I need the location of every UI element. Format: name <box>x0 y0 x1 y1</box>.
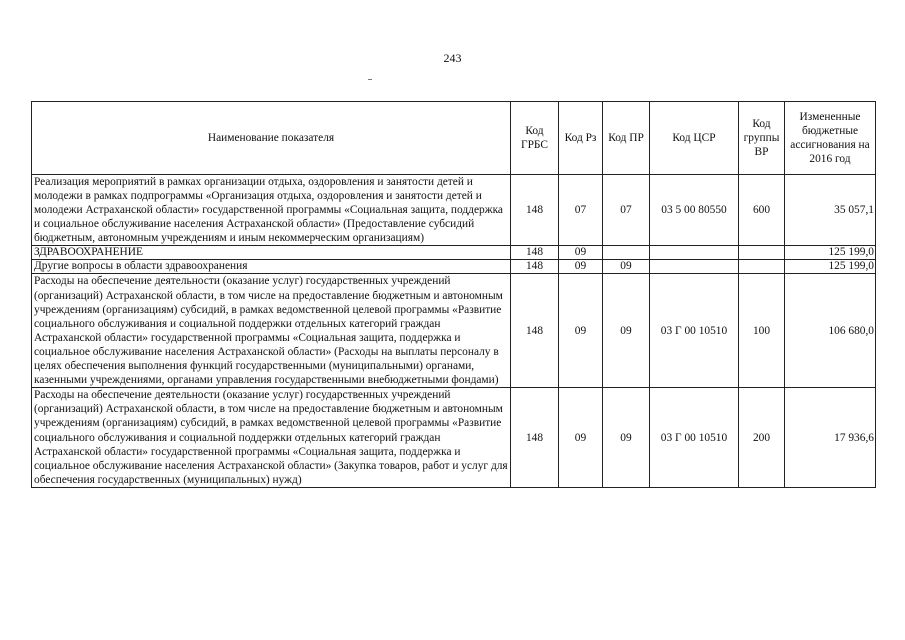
table-row-section <box>32 246 876 260</box>
header-pr: Код ПР <box>603 102 650 175</box>
row-vr <box>739 260 785 274</box>
row-name: Реализация мероприятий в рамках организации отдыха, оздоровления и занятости детей и молодежи в рамках подпрограммы «Организация отдыха, оздоровления и занятости детей и молодежи Астраханской области» государственной программы «Социальная защита, поддержка и социальное обслуживание населения Астраханской области» (Предоставление субсидий бюджетным, автономным учреждениям и иным некоммерческим организациям) <box>32 175 511 246</box>
table-row <box>32 274 876 388</box>
header-amount: Измененные бюджетные ассигнования на 2016 год <box>785 102 876 175</box>
row-pr: 09 <box>603 260 650 274</box>
row-name: Другие вопросы в области здравоохранения <box>32 260 511 274</box>
row-pr: 09 <box>603 388 650 488</box>
row-vr: 200 <box>739 388 785 488</box>
table-row <box>32 388 876 488</box>
row-vr: 600 <box>739 175 785 246</box>
table-header-row <box>32 102 876 175</box>
row-csr: 03 Г 00 10510 <box>650 388 739 488</box>
row-amount: 125 199,0 <box>785 246 876 260</box>
row-rz: 09 <box>559 388 603 488</box>
header-grbs: Код ГРБС <box>511 102 559 175</box>
row-csr: 03 5 00 80550 <box>650 175 739 246</box>
header-csr: Код ЦСР <box>650 102 739 175</box>
row-rz: 07 <box>559 175 603 246</box>
row-amount: 106 680,0 <box>785 274 876 388</box>
table-row-subsection <box>32 260 876 274</box>
row-grbs: 148 <box>511 388 559 488</box>
row-rz: 09 <box>559 246 603 260</box>
page-number: 243 <box>443 51 462 65</box>
header-rz: Код Рз <box>559 102 603 175</box>
row-csr <box>650 246 739 260</box>
row-amount: 17 936,6 <box>785 388 876 488</box>
row-vr <box>739 246 785 260</box>
row-csr <box>650 260 739 274</box>
row-grbs: 148 <box>511 260 559 274</box>
header-name: Наименование показателя <box>32 102 511 175</box>
row-grbs: 148 <box>511 274 559 388</box>
row-amount: 35 057,1 <box>785 175 876 246</box>
row-name: Расходы на обеспечение деятельности (оказание услуг) государственных учреждений (организаций) Астраханской области, в том числе на предоставление бюджетным и автономным учреждениям (организациям) субсидий, в рамках ведомственной целевой программы «Развитие социального обслуживания и социальной поддержки отдельных категорий граждан Астраханской области» государственной программы «Социальная защита, поддержка и социальное обслуживание населения Астраханской области» (Закупка товаров, работ и услуг для обеспечения государственных (муниципальных) нужд) <box>32 388 511 488</box>
row-csr: 03 Г 00 10510 <box>650 274 739 388</box>
row-pr <box>603 246 650 260</box>
table-row <box>32 175 876 246</box>
row-name: Расходы на обеспечение деятельности (оказание услуг) государственных учреждений (организаций) Астраханской области, в том числе на предоставление бюджетным и автономным учреждениям (организациям) субсидий, в рамках ведомственной целевой программы «Развитие социального обслуживания и социальной поддержки отдельных категорий граждан Астраханской области» государственной программы «Социальная защита, поддержка и социальное обслуживание населения Астраханской области» (Расходы на выплаты персоналу в целях обеспечения выполнения функций государственными (муниципальными) органами, казенными учреждениями, органами управления государственными внебюджетными фондами) <box>32 274 511 388</box>
row-vr: 100 <box>739 274 785 388</box>
budget-table <box>31 101 876 488</box>
page-mark <box>368 79 372 80</box>
header-vr: Код группы ВР <box>739 102 785 175</box>
row-pr: 09 <box>603 274 650 388</box>
row-name: ЗДРАВООХРАНЕНИЕ <box>32 246 511 260</box>
row-rz: 09 <box>559 274 603 388</box>
row-amount: 125 199,0 <box>785 260 876 274</box>
row-grbs: 148 <box>511 246 559 260</box>
row-pr: 07 <box>603 175 650 246</box>
row-rz: 09 <box>559 260 603 274</box>
row-grbs: 148 <box>511 175 559 246</box>
